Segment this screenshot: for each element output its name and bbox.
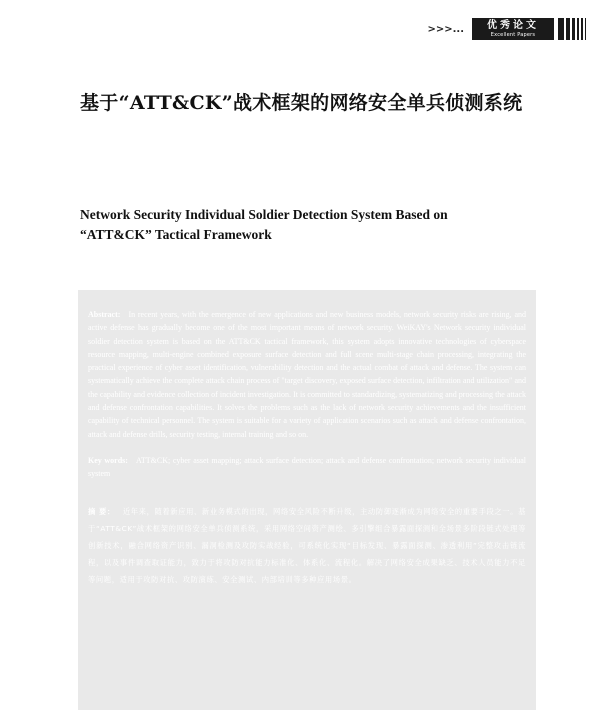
- title-english-line2: “ATT&CK” Tactical Framework: [80, 227, 272, 242]
- section-tag-en: Excellent Papers: [490, 31, 536, 38]
- abstract-panel: [78, 290, 536, 710]
- keywords-english: [88, 454, 526, 481]
- header-arrows: >>>...: [427, 23, 464, 35]
- title-chinese: 基于“ATT&CK”战术框架的网络安全单兵侦测系统: [80, 92, 523, 114]
- abstract-cn-text: 近年来，随着新应用、新业务模式的出现，网络安全风险不断升级，主动防御逐渐成为网络安全的重要手段之一。基于“ATT&CK”战术框架的网络安全单兵侦测系统，采用网络空间资产测绘、多引擎组合暴露面探测和全场景多阶段链式处理等创新技术，融合网络资产识别、漏洞检测及攻防实战经验，可系统化实现“目标发现、暴露面探测、渗透利用”完整攻击链流程，以及事件调查取证能力，致力于将攻防对抗能力标准化、体系化、流程化。解决了网络安全成果缺乏、技术人员能力不足等问题，适用于攻防对抗、攻防演练、安全测试、内部培训等多种应用场景。: [88, 506, 526, 584]
- keywords-text: ATT&CK; cyber asset mapping; attack surface detection; attack and defense confrontation; network security individual system: [88, 455, 527, 479]
- section-header: [427, 18, 586, 40]
- keywords-label: Key words:: [88, 455, 128, 465]
- title-english: [80, 205, 540, 245]
- header-stripes-decoration: [556, 18, 586, 40]
- title-english-line1: Network Security Individual Soldier Detection System Based on: [80, 207, 448, 222]
- section-tag-cn: 优秀论文: [487, 19, 539, 31]
- section-tag: [472, 18, 554, 40]
- abstract-text: In recent years, with the emergence of new applications and new business models, network security risks are rising, and active defense has gradually become one of the most important means of network security. WeiKAY's Network security individual soldier detection system is based on the ATT&CK tactical framework, this system adopts innovative technologies of cyberspace resource mapping, multi-engine combined exposure surface detection and full scene multi-stage chain processing, integrating the practical experience of cyber asset identification, vulnerability detection and the actual combat of attack and defense. The system can systematically achieve the complete attack chain process of "target discovery, exposed surface detection, infiltration and utilization" and the capability and evidence collection of incident investigation. It is committed to standardizing, systematizing and processing the attack and defense confrontation capabilities. It solves the problems such as the lack of network security achievements and the insufficient capability of technical personnel. The system is suitable for a variety of application scenarios such as attack and defense confrontation, attack and defense drills, security testing, internal training and so on.: [88, 310, 526, 439]
- abstract-english: [88, 308, 526, 441]
- abstract-chinese: [88, 503, 526, 588]
- abstract-label: Abstract:: [88, 310, 121, 319]
- abstract-cn-label: 摘 要：: [88, 506, 115, 516]
